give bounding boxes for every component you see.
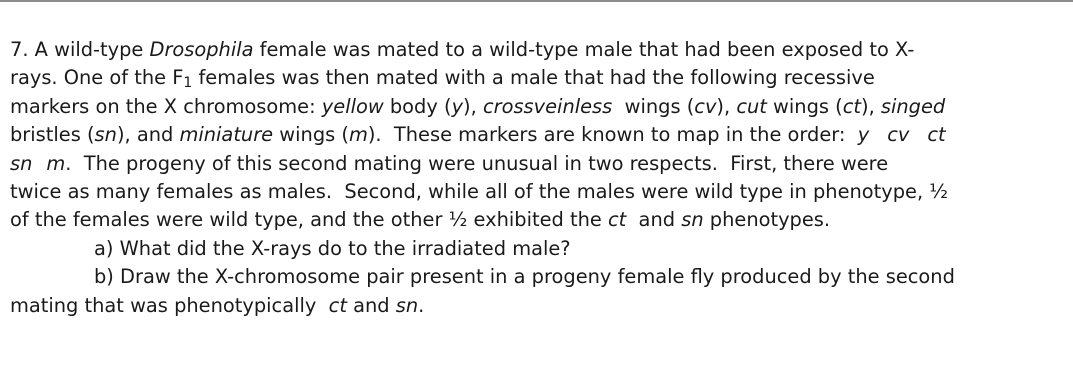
part-b: b) Draw the X-chromosome pair present in a progeny female fly produced by the second [94,265,955,289]
marker-y: y [857,123,870,147]
marker-m: m [46,151,66,175]
part-a: a) What did the X-rays do to the irradiated male? [94,236,571,260]
marker-ct: ct [927,123,946,147]
question-line-5: sn m. The progeny of this second mating were unusual in two respects. First, there were [10,151,889,175]
question-line-4: bristles (sn), and miniature wings (m). These markers are known to map in the order: y cv ct [10,123,946,147]
subscript: 1 [183,75,193,92]
marker-cv: cv [887,123,910,147]
question-line-3: markers on the X chromosome: yellow body (y), crossveinless wings (cv), cut wings (ct), singed [10,94,946,118]
question-7 [10,36,1070,320]
top-border-line [0,0,1073,2]
question-line-6: twice as many females as males. Second, while all of the males were wild type in phenotype, ½ [10,179,949,203]
question-line-2: rays. One of the $F_1$ females was then mated with a male that had the following recessive [10,66,875,92]
question-line-10: mating that was phenotypically ct and sn. [10,293,425,317]
question-line-7: of the females were wild type, and the other ½ exhibited the ct and sn phenotypes. [10,208,831,232]
marker-sn: sn [10,151,33,175]
question-line-1: 7. A wild-type Drosophila female was mated to a wild-type male that had been exposed to X- [10,38,915,61]
italic-term: Drosophila [149,38,254,61]
